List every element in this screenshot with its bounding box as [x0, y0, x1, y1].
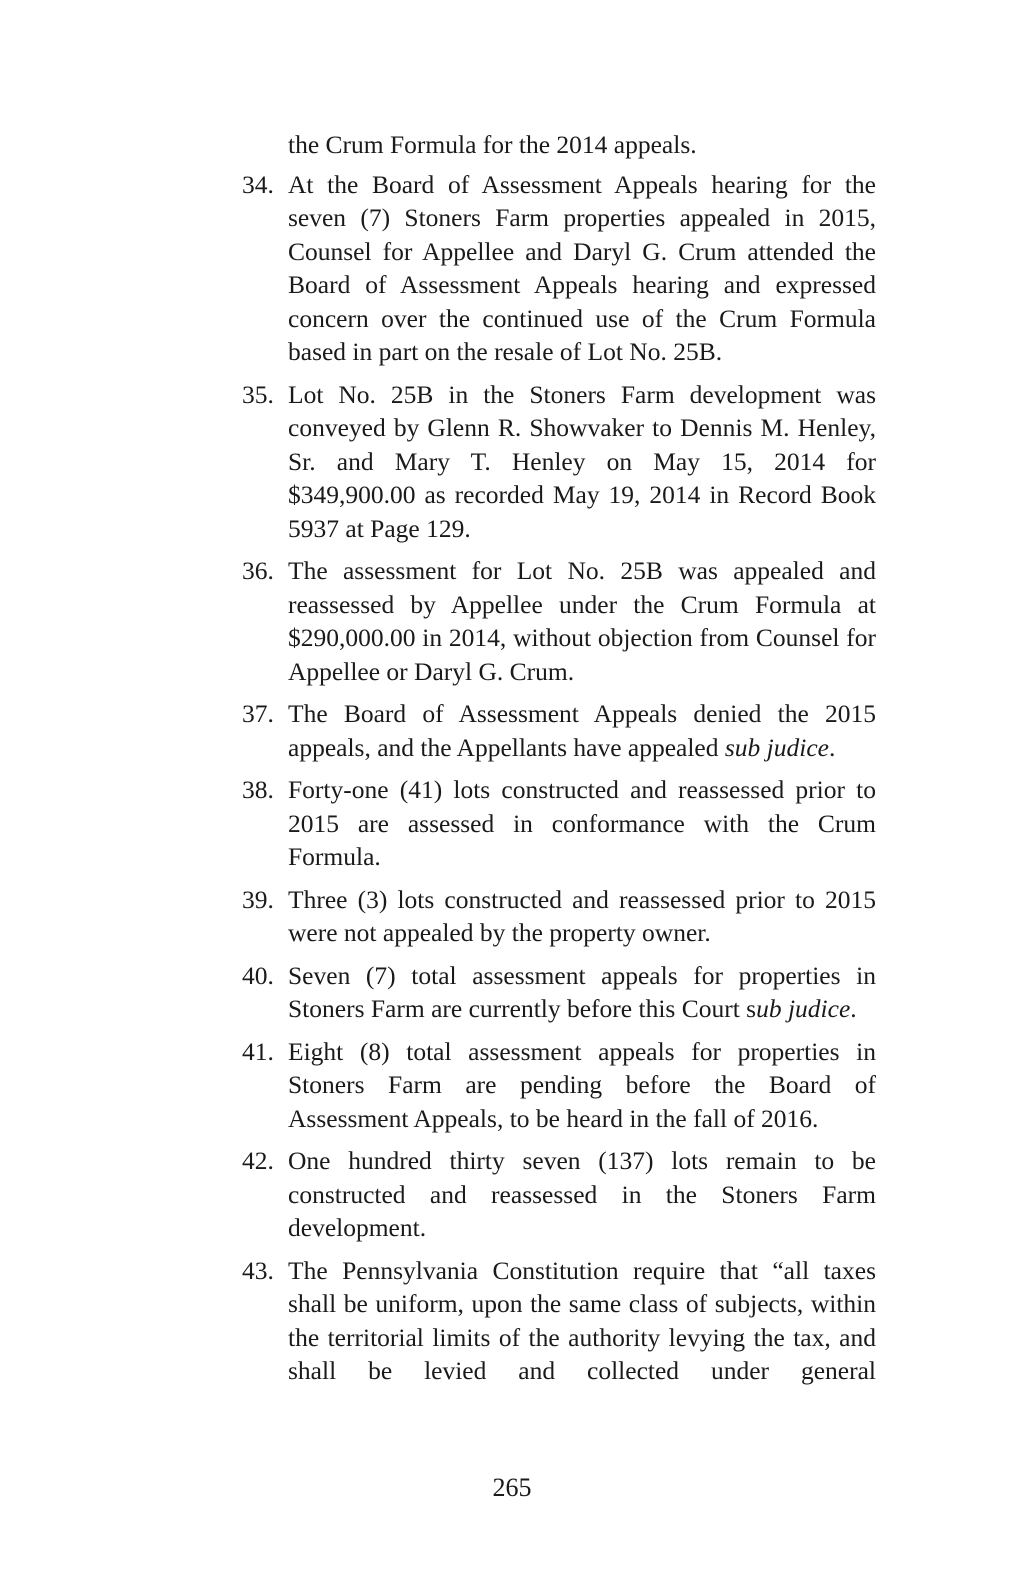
text-run: One hundred thirty seven (137) lots remain to be constructed and reassessed in the Stoners Farm development. — [288, 1146, 876, 1242]
item-text — [288, 959, 876, 1026]
list-item — [242, 168, 876, 369]
item-number: 43. — [242, 1255, 274, 1285]
item-text — [288, 1254, 876, 1388]
text-run: . — [828, 732, 836, 762]
item-text — [288, 378, 876, 546]
item-number: 39. — [242, 884, 274, 914]
item-number: 38. — [242, 775, 274, 804]
text-run: The Pennsylvania Constitution require that “all taxes shall be uniform, upon the same class of subjects, within the territorial limits of the authority levying the tax, and shall be levied and collected under general — [288, 1255, 876, 1385]
text-run: Forty-one (41) lots constructed and reassessed prior to 2015 are assessed in conformance with the Crum Formula. — [288, 775, 876, 871]
item-number: 35. — [242, 379, 274, 409]
numbered-findings-list — [242, 168, 876, 1388]
italic-text: sub judice — [724, 732, 829, 762]
continuation-text: the Crum Formula for the 2014 appeals. — [288, 130, 697, 159]
item-text — [288, 554, 876, 688]
item-number: 40. — [242, 960, 274, 990]
item-text — [288, 168, 876, 369]
text-run: At the Board of Assessment Appeals hearing for the seven (7) Stoners Farm properties appealed in 2015, Counsel for Appellee and Daryl G. Crum attended the Board of Assessment Appeals hearing and expressed concern over the continued use of the Crum Formula based in part on the resale of Lot No. 25B. — [288, 169, 876, 366]
text-run: Seven (7) total assessment appeals for properties in Stoners Farm are currently before this Court s — [288, 960, 876, 1023]
text-run: Eight (8) total assessment appeals for properties in Stoners Farm are pending before the Board of Assessment Appeals, to be heard in the fall of 2016. — [288, 1036, 876, 1133]
list-item — [242, 1035, 876, 1136]
text-run: Three (3) lots constructed and reassessed prior to 2015 were not appealed by the property owner. — [288, 884, 876, 947]
list-item — [242, 773, 876, 874]
page-number: 265 — [492, 1473, 532, 1502]
document-page — [242, 128, 876, 1397]
list-item — [242, 378, 876, 546]
item-text — [288, 883, 876, 950]
item-text — [288, 773, 876, 874]
list-item — [242, 883, 876, 950]
item-number: 36. — [242, 556, 274, 585]
item-number: 42. — [242, 1146, 274, 1175]
item-text — [288, 697, 876, 764]
list-item — [242, 554, 876, 688]
item-text — [288, 1035, 876, 1136]
list-item — [242, 959, 876, 1026]
list-item — [242, 1254, 876, 1388]
text-run: The assessment for Lot No. 25B was appealed and reassessed by Appellee under the Crum Formula at $290,000.00 in 2014, without objection from Counsel for Appellee or Daryl G. Crum. — [288, 556, 876, 686]
item-number: 37. — [242, 699, 274, 728]
item-text — [288, 1144, 876, 1245]
item-number: 41. — [242, 1036, 274, 1066]
item-number: 34. — [242, 169, 274, 199]
list-item — [242, 697, 876, 764]
italic-text: ub judice — [756, 994, 851, 1023]
text-run: The Board of Assessment Appeals denied the 2015 appeals, and the Appellants have appealed — [288, 699, 876, 762]
text-run: Lot No. 25B in the Stoners Farm development was conveyed by Glenn R. Showvaker to Dennis M. Henley, Sr. and Mary T. Henley on May 15, 2014 for $349,900.00 as recorded May 19, 2014 in Record Book 5937 at Page 129. — [288, 379, 876, 543]
list-item — [242, 1144, 876, 1245]
text-run: . — [850, 994, 857, 1023]
